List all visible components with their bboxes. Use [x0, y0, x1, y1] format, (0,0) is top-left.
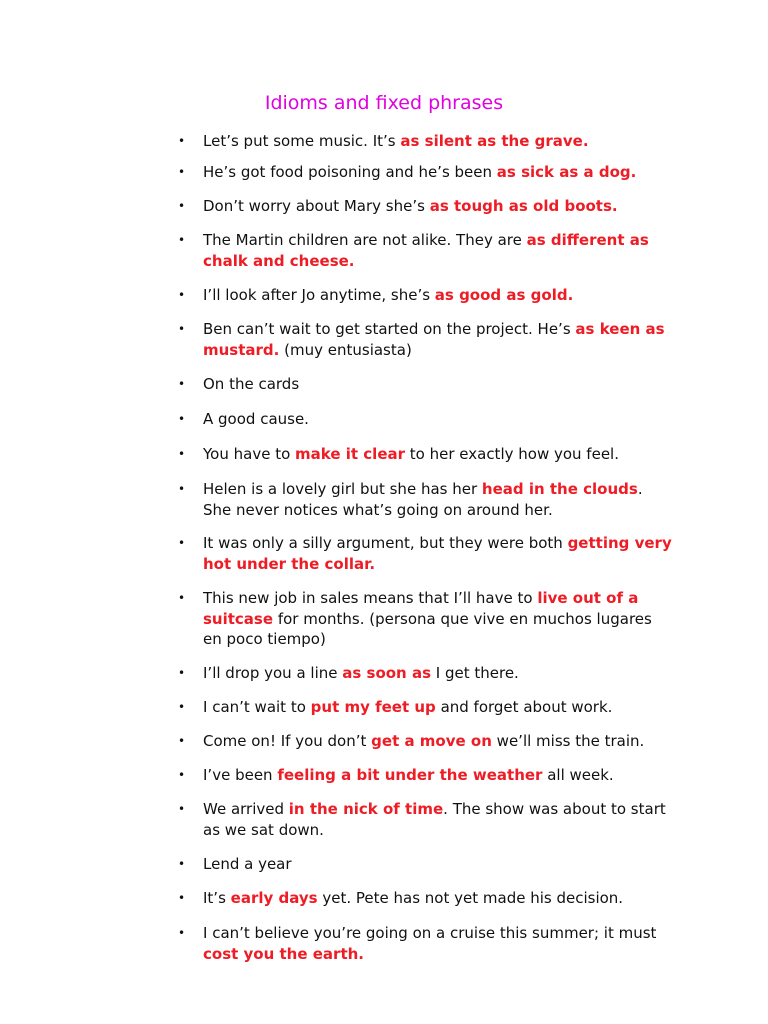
sentence-text: I can’t believe you’re going on a cruise this summer; it must — [203, 924, 657, 942]
sentence-text: It was only a silly argument, but they were both — [203, 534, 568, 552]
sentence-text: Helen is a lovely girl but she has her — [203, 480, 482, 498]
list-item — [178, 319, 673, 360]
sentence-text: We arrived — [203, 800, 289, 818]
sentence-text: (muy entusiasta) — [279, 340, 412, 359]
idiom-highlight: early days — [230, 889, 318, 907]
idiom-highlight: put my feet up — [310, 698, 436, 716]
sentence-text: for months. (persona que vive en muchos lugares en poco tiempo) — [203, 609, 652, 648]
idiom-highlight: as different as chalk and cheese. — [203, 231, 649, 270]
sentence-text: The Martin children are not alike. They are — [203, 231, 527, 249]
idiom-highlight: cost you the earth. — [203, 944, 364, 963]
list-item — [178, 162, 673, 183]
bullet-icon: • — [178, 233, 186, 247]
bullet-icon: • — [178, 134, 186, 148]
sentence-text: Lend a year — [203, 855, 292, 873]
sentence-text: . The show was about to start as we sat down. — [203, 800, 666, 839]
bullet-icon: • — [178, 768, 186, 782]
idiom-highlight: head in the clouds — [481, 480, 638, 498]
bullet-icon: • — [178, 891, 186, 905]
sentence-text: On the cards — [203, 375, 300, 393]
list-item — [178, 285, 673, 306]
idiom-highlight: as tough as old boots. — [429, 197, 618, 215]
bullet-icon: • — [178, 591, 186, 605]
bullet-icon: • — [178, 412, 186, 426]
bullet-icon: • — [178, 165, 186, 179]
sentence-text: Come on! If you don’t — [203, 732, 372, 750]
idiom-highlight: make it clear — [295, 445, 406, 463]
idiom-highlight: as soon as — [342, 664, 432, 682]
idiom-highlight: get a move on — [371, 732, 492, 750]
bullet-icon: • — [178, 734, 186, 748]
list-item — [178, 731, 673, 752]
sentence-text: and forget about work. — [435, 698, 613, 716]
idiom-highlight: as keen as mustard. — [203, 320, 665, 359]
bullet-icon: • — [178, 926, 186, 940]
sentence-text: A good cause. — [203, 410, 309, 428]
idiom-highlight: in the nick of time — [288, 800, 444, 818]
bullet-icon: • — [178, 377, 186, 391]
idiom-highlight: feeling a bit under the weather — [277, 766, 543, 784]
bullet-icon: • — [178, 288, 186, 302]
bullet-icon: • — [178, 199, 186, 213]
list-item — [178, 444, 673, 465]
list-item — [178, 533, 673, 574]
bullet-icon: • — [178, 666, 186, 680]
list-item — [178, 663, 673, 684]
sentence-text: we’ll miss the train. — [491, 732, 645, 750]
bullet-icon: • — [178, 802, 186, 816]
sentence-text: I can’t wait to — [203, 698, 311, 716]
sentence-text: You have to — [203, 445, 296, 463]
sentence-text: He’s got food poisoning and he’s been — [203, 163, 497, 181]
list-item — [178, 196, 673, 217]
sentence-text: I get there. — [431, 664, 519, 682]
bullet-icon: • — [178, 482, 186, 496]
sentence-text: This new job in sales means that I’ll have to — [203, 589, 538, 607]
sentence-text: all week. — [542, 766, 614, 784]
idiom-highlight: as silent as the grave. — [400, 132, 589, 150]
bullet-icon: • — [178, 700, 186, 714]
sentence-text: It’s — [203, 889, 231, 907]
page-title: Idioms and fixed phrases — [264, 92, 504, 114]
list-item — [178, 230, 673, 271]
sentence-text: I’ll look after Jo anytime, she’s — [203, 286, 435, 304]
bullet-icon: • — [178, 536, 186, 550]
sentence-text: I’ll drop you a line — [203, 664, 343, 682]
sentence-text: Don’t worry about Mary she’s — [203, 197, 430, 215]
idiom-highlight: as sick as a dog. — [496, 163, 637, 181]
list-item — [178, 697, 673, 718]
list-item — [178, 799, 673, 840]
list-item — [178, 854, 673, 875]
sentence-text: to her exactly how you feel. — [405, 445, 619, 463]
idiom-highlight: live out of a suitcase — [203, 589, 639, 628]
list-item — [178, 923, 673, 964]
sentence-text: Let’s put some music. It’s — [203, 132, 401, 150]
list-item — [178, 374, 673, 395]
bullet-icon: • — [178, 322, 186, 336]
bullet-icon: • — [178, 447, 186, 461]
list-item — [178, 409, 673, 430]
list-item — [178, 888, 673, 909]
sentence-text: yet. Pete has not yet made his decision. — [317, 889, 624, 907]
list-item — [178, 588, 673, 650]
list-item — [178, 765, 673, 786]
idiom-highlight: as good as gold. — [434, 286, 574, 304]
sentence-text: I’ve been — [203, 766, 278, 784]
idiom-highlight: getting very hot under the collar. — [203, 534, 672, 573]
list-item — [178, 479, 673, 520]
sentence-text: . She never notices what’s going on around her. — [203, 480, 643, 519]
list-item — [178, 131, 673, 152]
sentence-text: Ben can’t wait to get started on the project. He’s — [203, 320, 576, 338]
bullet-icon: • — [178, 857, 186, 871]
